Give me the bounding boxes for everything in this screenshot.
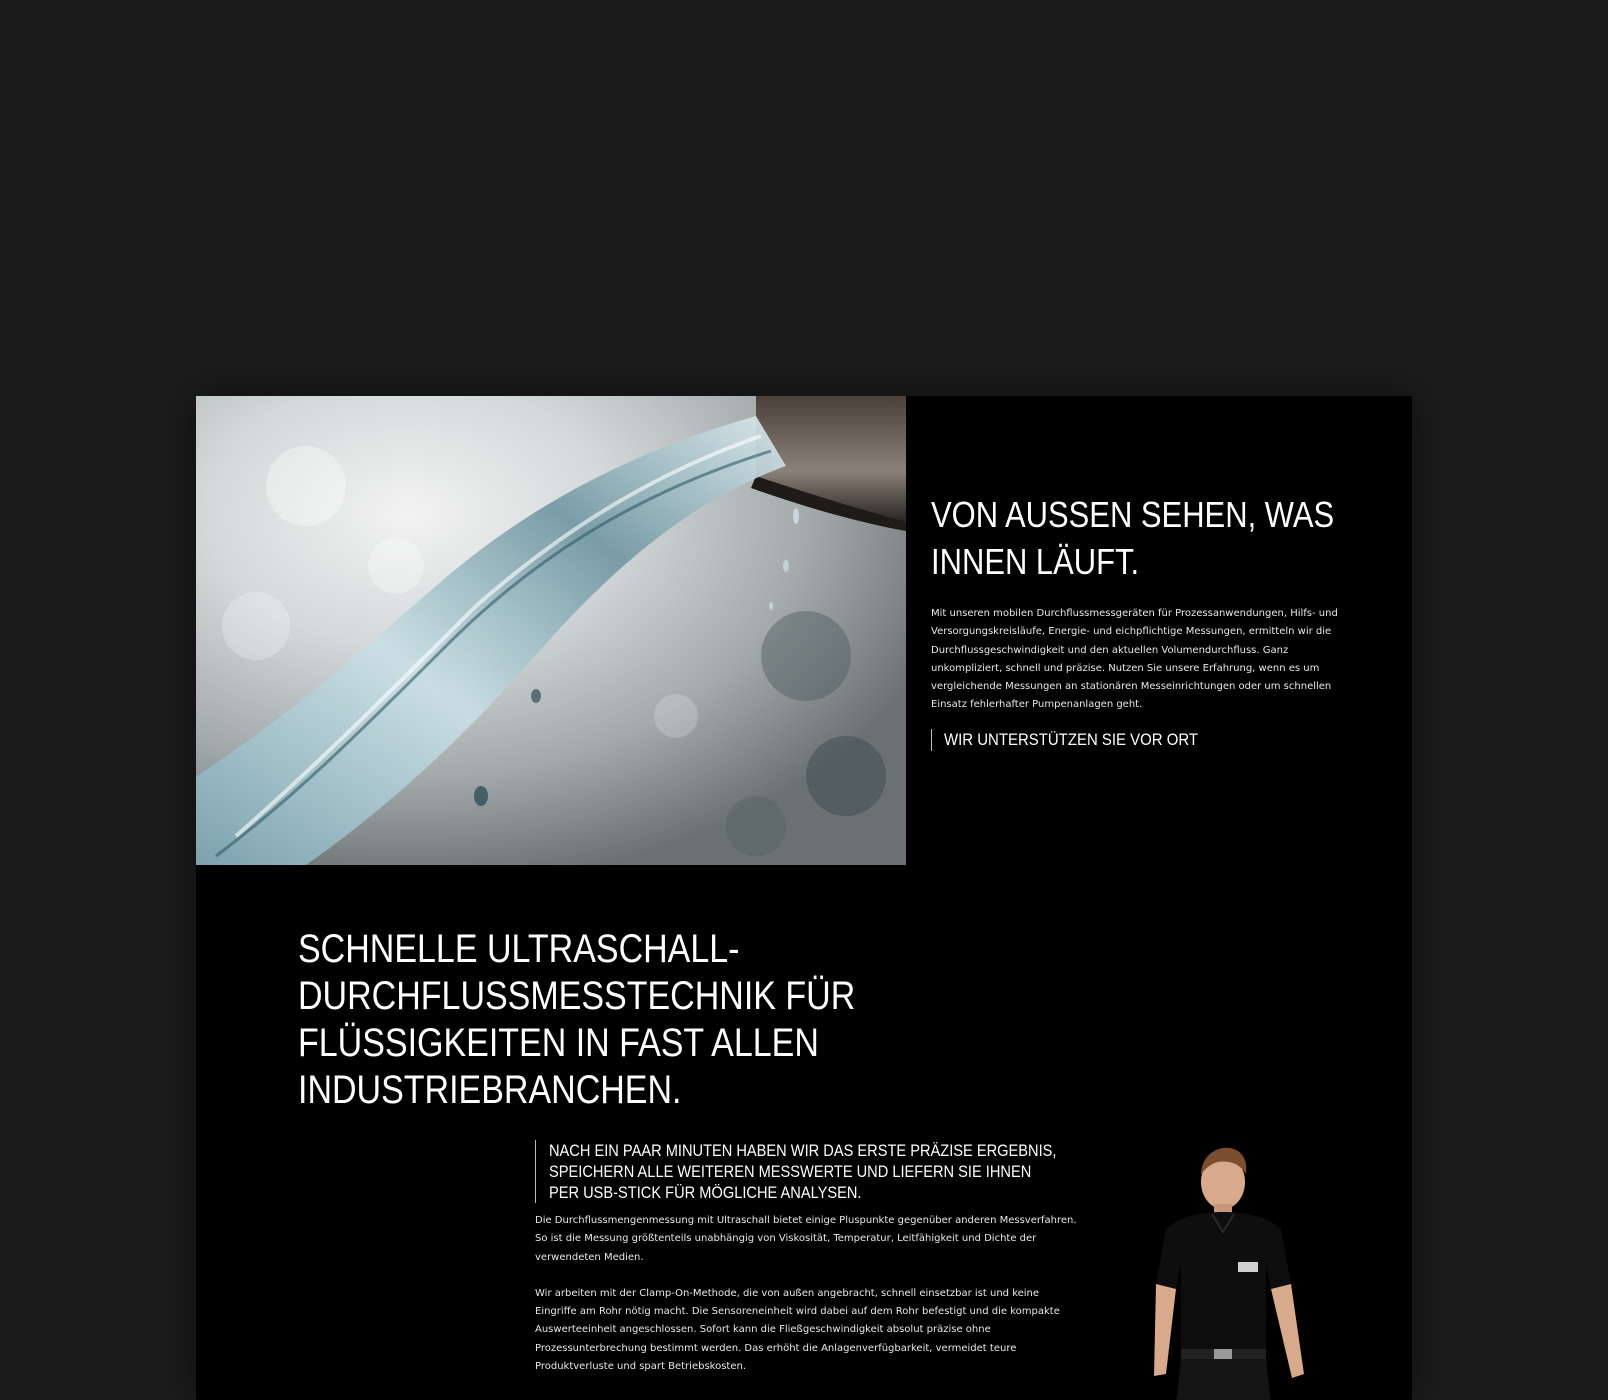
quote-block	[535, 1140, 1089, 1203]
hero-description: Mit unseren mobilen Durchflussmessgeräten für Prozessanwendungen, Hilfs- und Versorgungskreisläufe, Energie- und eichpflichtige Messungen, ermitteln wir die Durchflussgeschwindigkeit und den aktuellen Volumendurchfluss. Ganz unkompliziert, schnell und präzise. Nutzen Sie unsere Erfahrung, wenn es um vergleichende Messungen an stationären Messeinrichtungen oder um schnellen Einsatz fehlerhafter Pumpenanlagen geht.	[931, 608, 1338, 711]
body-paragraph: Die Durchflussmengenmessung mit Ultraschall bietet einige Pluspunkte gegenüber anderen Messverfahren. So ist die Messung größtenteils unabhängig von Viskosität, Temperatur, Leitfähigkeit und Dichte der verwendeten Medien.	[535, 1215, 1077, 1263]
section-headline: SCHNELLE ULTRASCHALL-DURCHFLUSSMESSTECHNIK FÜR FLÜSSIGKEITEN IN FAST ALLEN INDUSTRIEBRANCHEN.	[298, 927, 856, 1112]
hero-title: VON AUSSEN SEHEN, WAS INNEN LÄUFT.	[931, 494, 1335, 582]
support-on-site-link[interactable]	[931, 729, 1244, 751]
quote-text: NACH EIN PAAR MINUTEN HABEN WIR DAS ERSTE PRÄZISE ERGEBNIS, SPEICHERN ALLE WEITEREN MESSWERTE UND LIEFERN SIE IHNEN PER USB-STICK FÜR MÖGLICHE ANALYSEN.	[549, 1141, 1057, 1202]
page-content	[196, 396, 1412, 1400]
support-on-site-link-label: WIR UNTERSTÜTZEN SIE VOR ORT	[944, 729, 1199, 749]
hero-water-image	[196, 396, 906, 865]
body-paragraph: Wir arbeiten mit der Clamp-On-Methode, die von außen angebracht, schnell einsetzbar ist und keine Eingriffe am Rohr nötig macht. Die Sensoreneinheit wird dabei auf dem Rohr befestigt und die kompakte Auswerteeinheit angeschlossen. Sofort kann die Fließgeschwindigkeit absolut präzise ohne Prozessunterbrechung bestimmt werden. Das erhöht die Anlagenverfügbarkeit, vermeidet teure Produktverluste und spart Betriebskosten.	[535, 1287, 1060, 1373]
section-body	[535, 1212, 1080, 1394]
hero-text-block	[931, 491, 1351, 751]
technician-image	[1126, 1144, 1316, 1400]
